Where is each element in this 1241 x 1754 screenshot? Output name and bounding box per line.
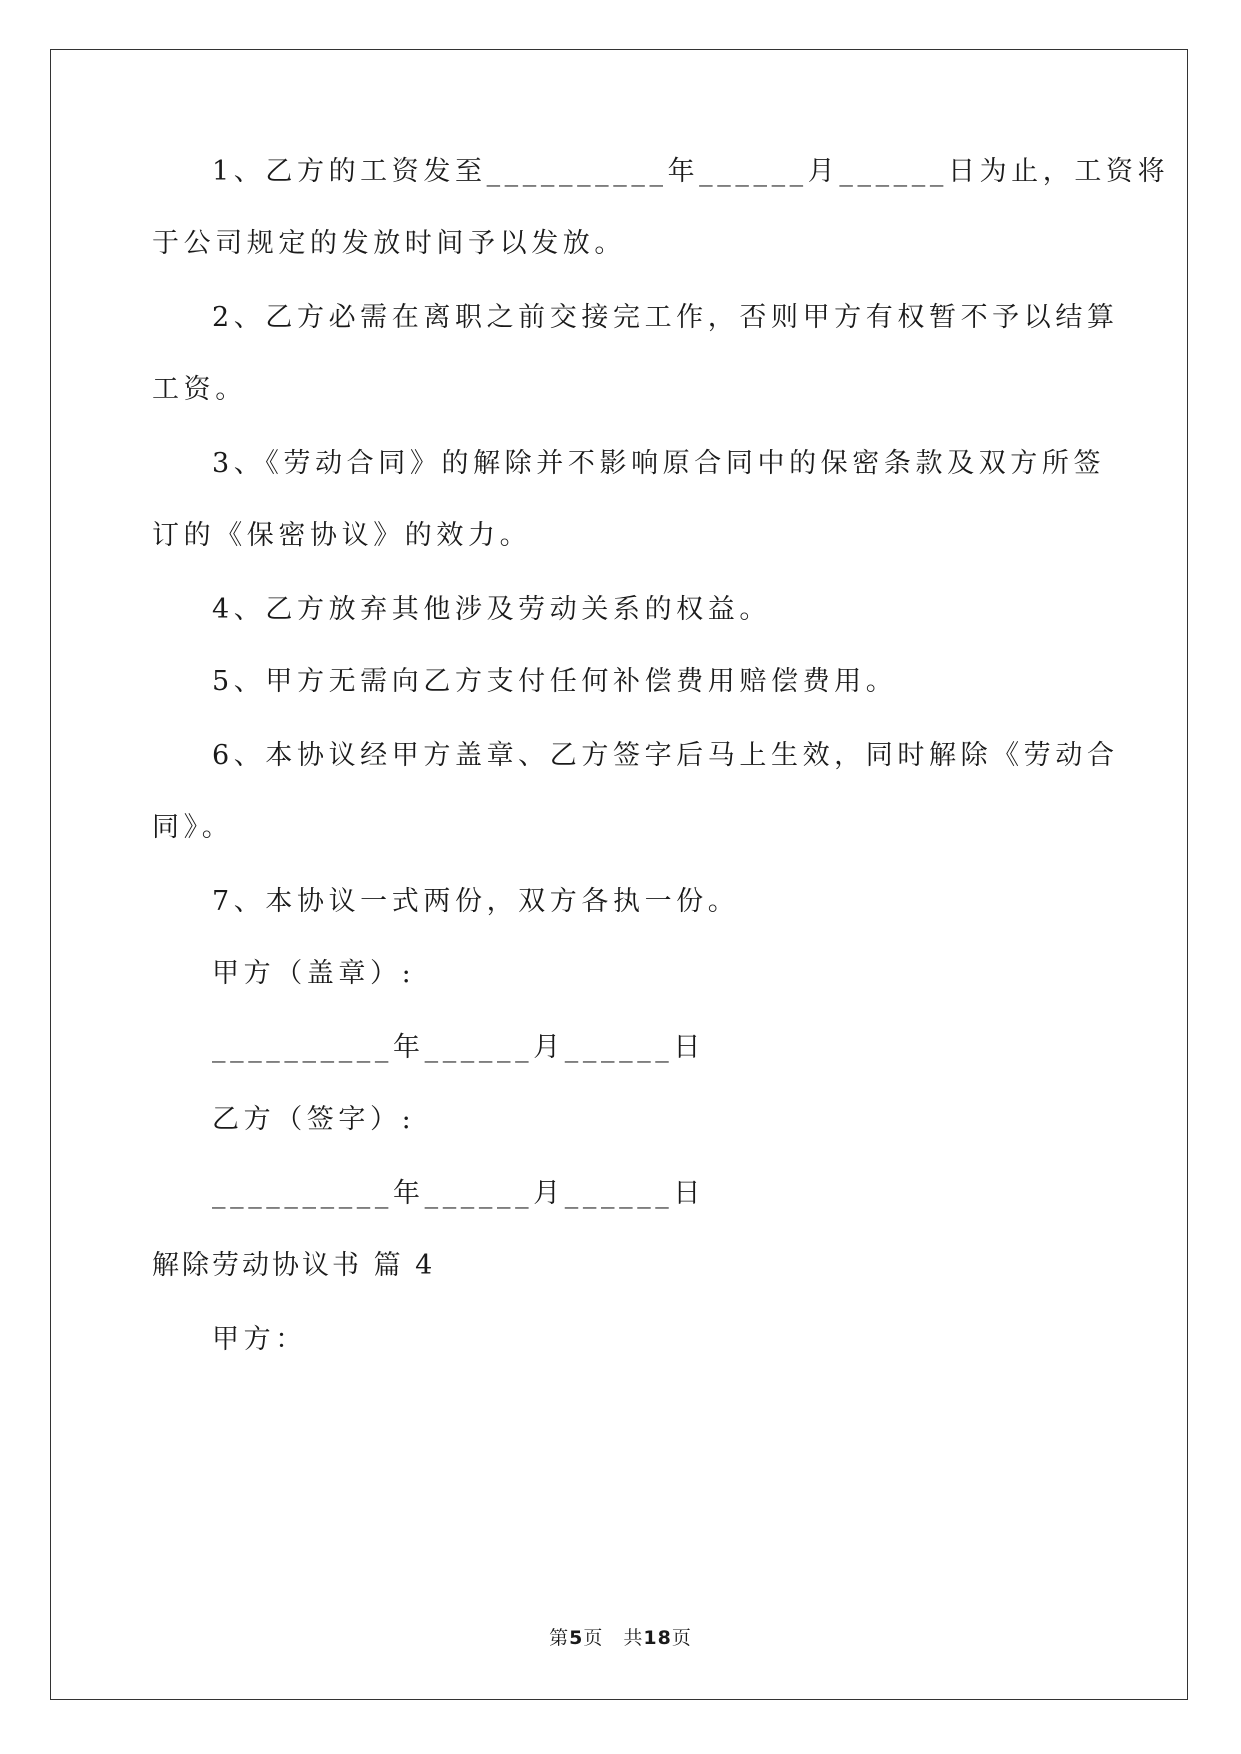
section-heading: 解除劳动协议书 篇 4 [152,1250,436,1281]
clause-3-line-2: 订的《保密协议》的效力。 [152,520,532,551]
clause-1-line-1: 1、乙方的工资发至__________年______月______日为止，工资将 [212,156,1170,187]
page-footer [0,1626,1241,1650]
clause-2-line-1: 2、乙方必需在离职之前交接完工作，否则甲方有权暂不予以结算 [212,302,1119,333]
footer-mid: 页 共 [583,1627,644,1649]
clause-7: 7、本协议一式两份，双方各执一份。 [212,886,740,917]
party-a-date-line: __________年______月______日 [212,1032,705,1063]
clause-2-line-2: 工资。 [152,374,247,405]
party-a-label: 甲方： [212,1324,307,1355]
footer-current-page: 5 [569,1627,584,1649]
party-b-signature-label: 乙方（签字）: [212,1104,416,1135]
clause-4: 4、乙方放弃其他涉及劳动关系的权益。 [212,594,771,625]
page-border [50,49,1188,1700]
footer-prefix: 第 [549,1627,570,1649]
clause-6-line-2: 同》。 [152,812,234,843]
footer-suffix: 页 [671,1627,692,1649]
clause-3-line-1: 3、《劳动合同》的解除并不影响原合同中的保密条款及双方所签 [212,448,1106,479]
clause-6-line-1: 6、本协议经甲方盖章、乙方签字后马上生效，同时解除《劳动合 [212,740,1119,771]
clause-5: 5、甲方无需向乙方支付任何补偿费用赔偿费用。 [212,666,898,697]
clause-1-line-2: 于公司规定的发放时间予以发放。 [152,228,626,259]
party-b-date-line: __________年______月______日 [212,1178,705,1209]
party-a-seal-label: 甲方（盖章）: [212,958,416,989]
footer-total-pages: 18 [643,1627,672,1649]
